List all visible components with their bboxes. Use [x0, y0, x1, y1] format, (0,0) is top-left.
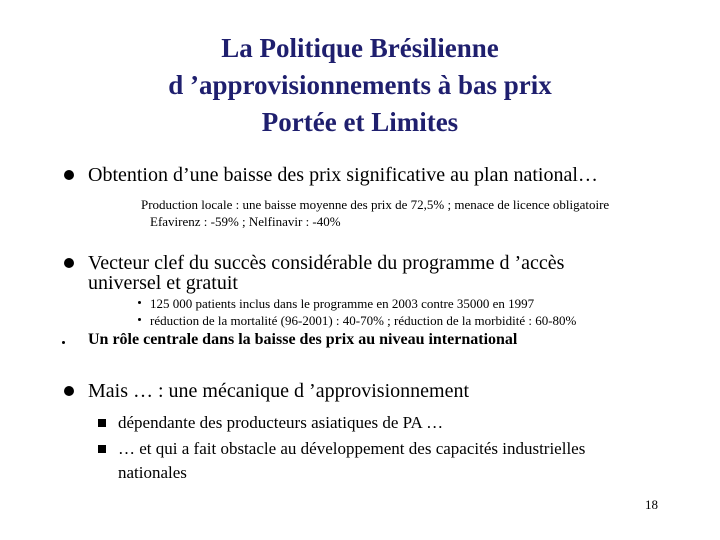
sub-bullet-icon [138, 301, 141, 304]
title-line-3: Portée et Limites [261, 107, 459, 137]
bullet-2-sub-1: 125 000 patients inclus dans le programme en 2003 contre 35000 en 1997 [150, 296, 535, 311]
bullet-2-text-line-1: Vecteur clef du succès considérable du programme d ’accès [88, 252, 565, 274]
square-bullet-icon [98, 419, 106, 427]
bullet-1-detail-1: Production locale : une baisse moyenne des prix de 72,5% ; menace de licence obligatoire [141, 197, 610, 212]
bullet-dot-icon [64, 170, 74, 180]
bullet-dot-icon [64, 258, 74, 268]
bullet-2-text-line-2: universel et gratuit [88, 272, 238, 294]
title-line-2: d ’approvisionnements à bas prix [168, 70, 552, 100]
sub-bullet-icon [62, 341, 65, 344]
square-bullet-icon [98, 445, 106, 453]
bullet-1-text: Obtention d’une baisse des prix significative au plan national… [88, 164, 598, 186]
bullet-2-sub-2: réduction de la mortalité (96-2001) : 40-70% ; réduction de la morbidité : 60-80% [150, 313, 577, 328]
page-number: 18 [645, 497, 658, 512]
bullet-dot-icon [64, 386, 74, 396]
bullet-3-sub-2: … et qui a fait obstacle au développement des capacités industrielles [118, 439, 586, 458]
bullet-3-text: Mais … : une mécanique d ’approvisionnement [88, 380, 470, 402]
slide-title [0, 30, 720, 141]
sub-bullet-icon [138, 318, 141, 321]
title-line-1: La Politique Brésilienne [221, 33, 499, 63]
bullet-1-detail-2: Efavirenz : -59% ; Nelfinavir : -40% [150, 214, 341, 229]
bullet-2-bold-item: Un rôle centrale dans la baisse des prix au niveau international [88, 331, 518, 348]
bullet-3-sub-1: dépendante des producteurs asiatiques de PA … [118, 413, 444, 432]
bullet-3-sub-2-continuation: nationales [118, 463, 187, 482]
